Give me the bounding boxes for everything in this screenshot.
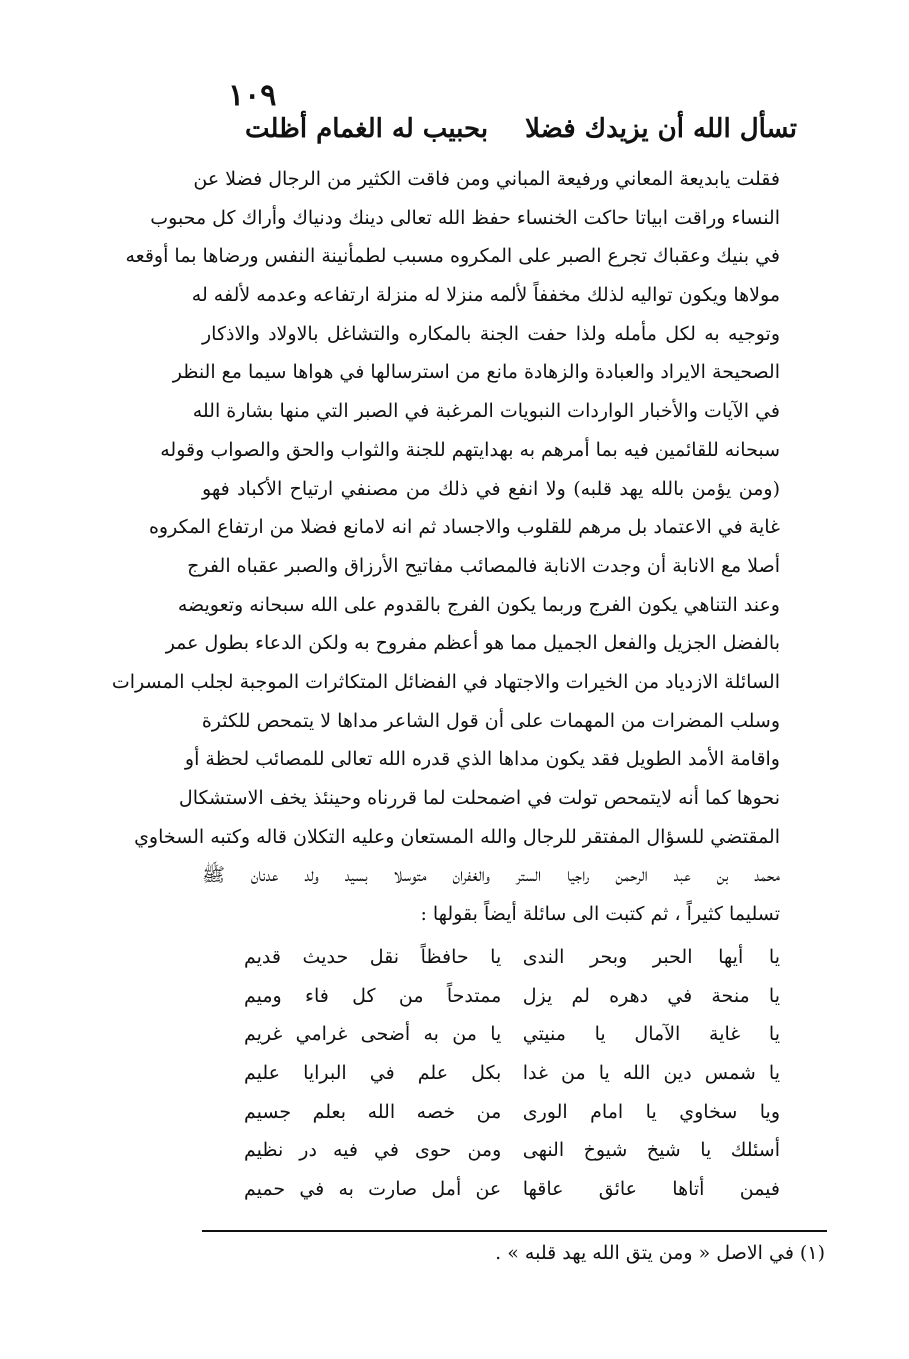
body-line: وسلب المضرات من المهمات على أن قول الشاعر مداها لا يتمحص للكثرة [201,709,780,732]
body-line: المقتضي للسؤال المفتقر للرجال والله المستعان وعليه التكلان قاله وكتبه السخاوي [134,825,780,848]
body-line: في بنيك وعقباك تجرع الصبر على المكروه مسبب لطمأنينة النفس ورضاها بما أوقعه [125,245,780,268]
poem-verse [244,1054,780,1093]
poem-hemistich: أسئلك يا شيخ شيوخ النهى [522,1139,780,1162]
body-line: نحوها كما أنه لايتمحص تولت في اضمحلت لما قررناه وحينئذ يخف الاستشكال [178,787,780,809]
body-line: مولاها ويكون تواليه لذلك مخففاً لألمه منزلا له منزلة ارتفاعه وعدمه لألفه له [191,284,780,307]
body-text [111,160,780,934]
body-line: واقامة الأمد الطويل فقد يكون مداها الذي قدره الله تعالى للمصائب لحظة أو [184,748,780,771]
poem-verse [244,1170,780,1209]
body-line: غاية في الاعتماد بل مرهم للقلوب والاجساد ثم انه لامانع فضلا من ارتفاع المكروه [148,516,780,539]
poem-verse [244,977,780,1016]
poem-hemistich: ممتدحاً من كل فاء وميم [244,984,502,1007]
poem-hemistich: يا منحة في دهره لم يزل [522,984,780,1007]
header-hemistich-2: بحبيب له الغمام أظلت [245,114,489,144]
body-line: (ومن يؤمن بالله يهد قلبه) ولا انفع في ذلك من مصنفي ارتياح الأكباد فهو [202,477,780,500]
poem-hemistich: يا أيها الحبر وبحر الندى [522,946,780,968]
body-line: فقلت يابديعة المعاني ورفيعة المباني ومن فاقت الكثير من الرجال فضلا عن [193,168,780,190]
body-line: سبحانه للقائمين فيه بما أمرهم به بهدايتهم للجنة والثواب والحق والصواب وقوله [160,438,780,461]
body-line: السائلة الازدياد من الخيرات والاجتهاد في الفضائل المتكاثرات الموجبة لجلب المسرات [111,670,780,693]
body-line: بالفضل الجزيل والفعل الجميل مما هو أعظم مفروح به ولكن الدعاء بطول عمر [165,632,780,655]
body-line: وعند التناهي يكون الفرج وربما يكون الفرج بالقدوم على الله سبحانه وتعويضه [177,593,780,616]
body-line: محمد بن عبد الرحمن راجيا الستر والغفران متوسلا بسيد ولد عدنان ﷺ [202,864,780,887]
footnote-divider [202,1230,827,1232]
body-line: وتوجيه به لكل مأمله ولذا حفت الجنة بالمكاره والتشاغل بالاولاد والاذكار [202,322,780,345]
page-number: ١٠٩ [228,78,277,113]
body-line: النساء وراقت ابياتا حاكت الخنساء حفظ الله تعالى دينك ودنياك وأراك كل محبوب [150,206,780,229]
poem-verse [244,1015,780,1054]
poem-verse [244,1131,780,1170]
poem-verse [244,1093,780,1132]
footnote: (١) في الاصل « ومن يتق الله يهد قلبه » . [495,1242,825,1264]
poem-hemistich: يا غاية الآمال يا منيتي [522,1023,780,1046]
body-line: تسليما كثيراً ، ثم كتبت الى سائلة أيضاً بقولها : [420,903,780,926]
poem-hemistich: يا من به أضحى غرامي غريم [244,1023,502,1046]
header-hemistich-1: تسأل الله أن يزيدك فضلا [525,114,797,144]
body-line: الصحيحة الايراد والعبادة والزهادة مانع من استرسالها في هواها سيما مع النظر [172,361,780,384]
poem-hemistich: عن أمل صارت به في حميم [244,1178,502,1201]
poem [244,938,780,1209]
poem-verse [244,938,780,977]
poem-hemistich: من خصه الله بعلم جسيم [244,1100,502,1123]
header-verse [245,114,797,144]
poem-hemistich: فيمن أتاها عائق عاقها [522,1178,780,1201]
poem-hemistich: يا شمس دين الله يا من غدا [522,1062,780,1085]
poem-hemistich: بكل علم في البرايا عليم [244,1062,502,1085]
poem-hemistich: ومن حوى في فيه در نظيم [244,1139,502,1162]
poem-hemistich: يا حافظاً نقل حديث قديم [244,946,502,968]
body-line: في الآيات والأخبار الواردات النبويات المرغبة في الصبر التي منها بشارة الله [192,400,780,423]
body-line: أصلا مع الانابة أن وجدت الانابة فالمصائب مفاتيح الأرزاق والصبر عقباه الفرج [187,554,780,577]
poem-hemistich: ويا سخاوي يا امام الورى [522,1100,780,1123]
